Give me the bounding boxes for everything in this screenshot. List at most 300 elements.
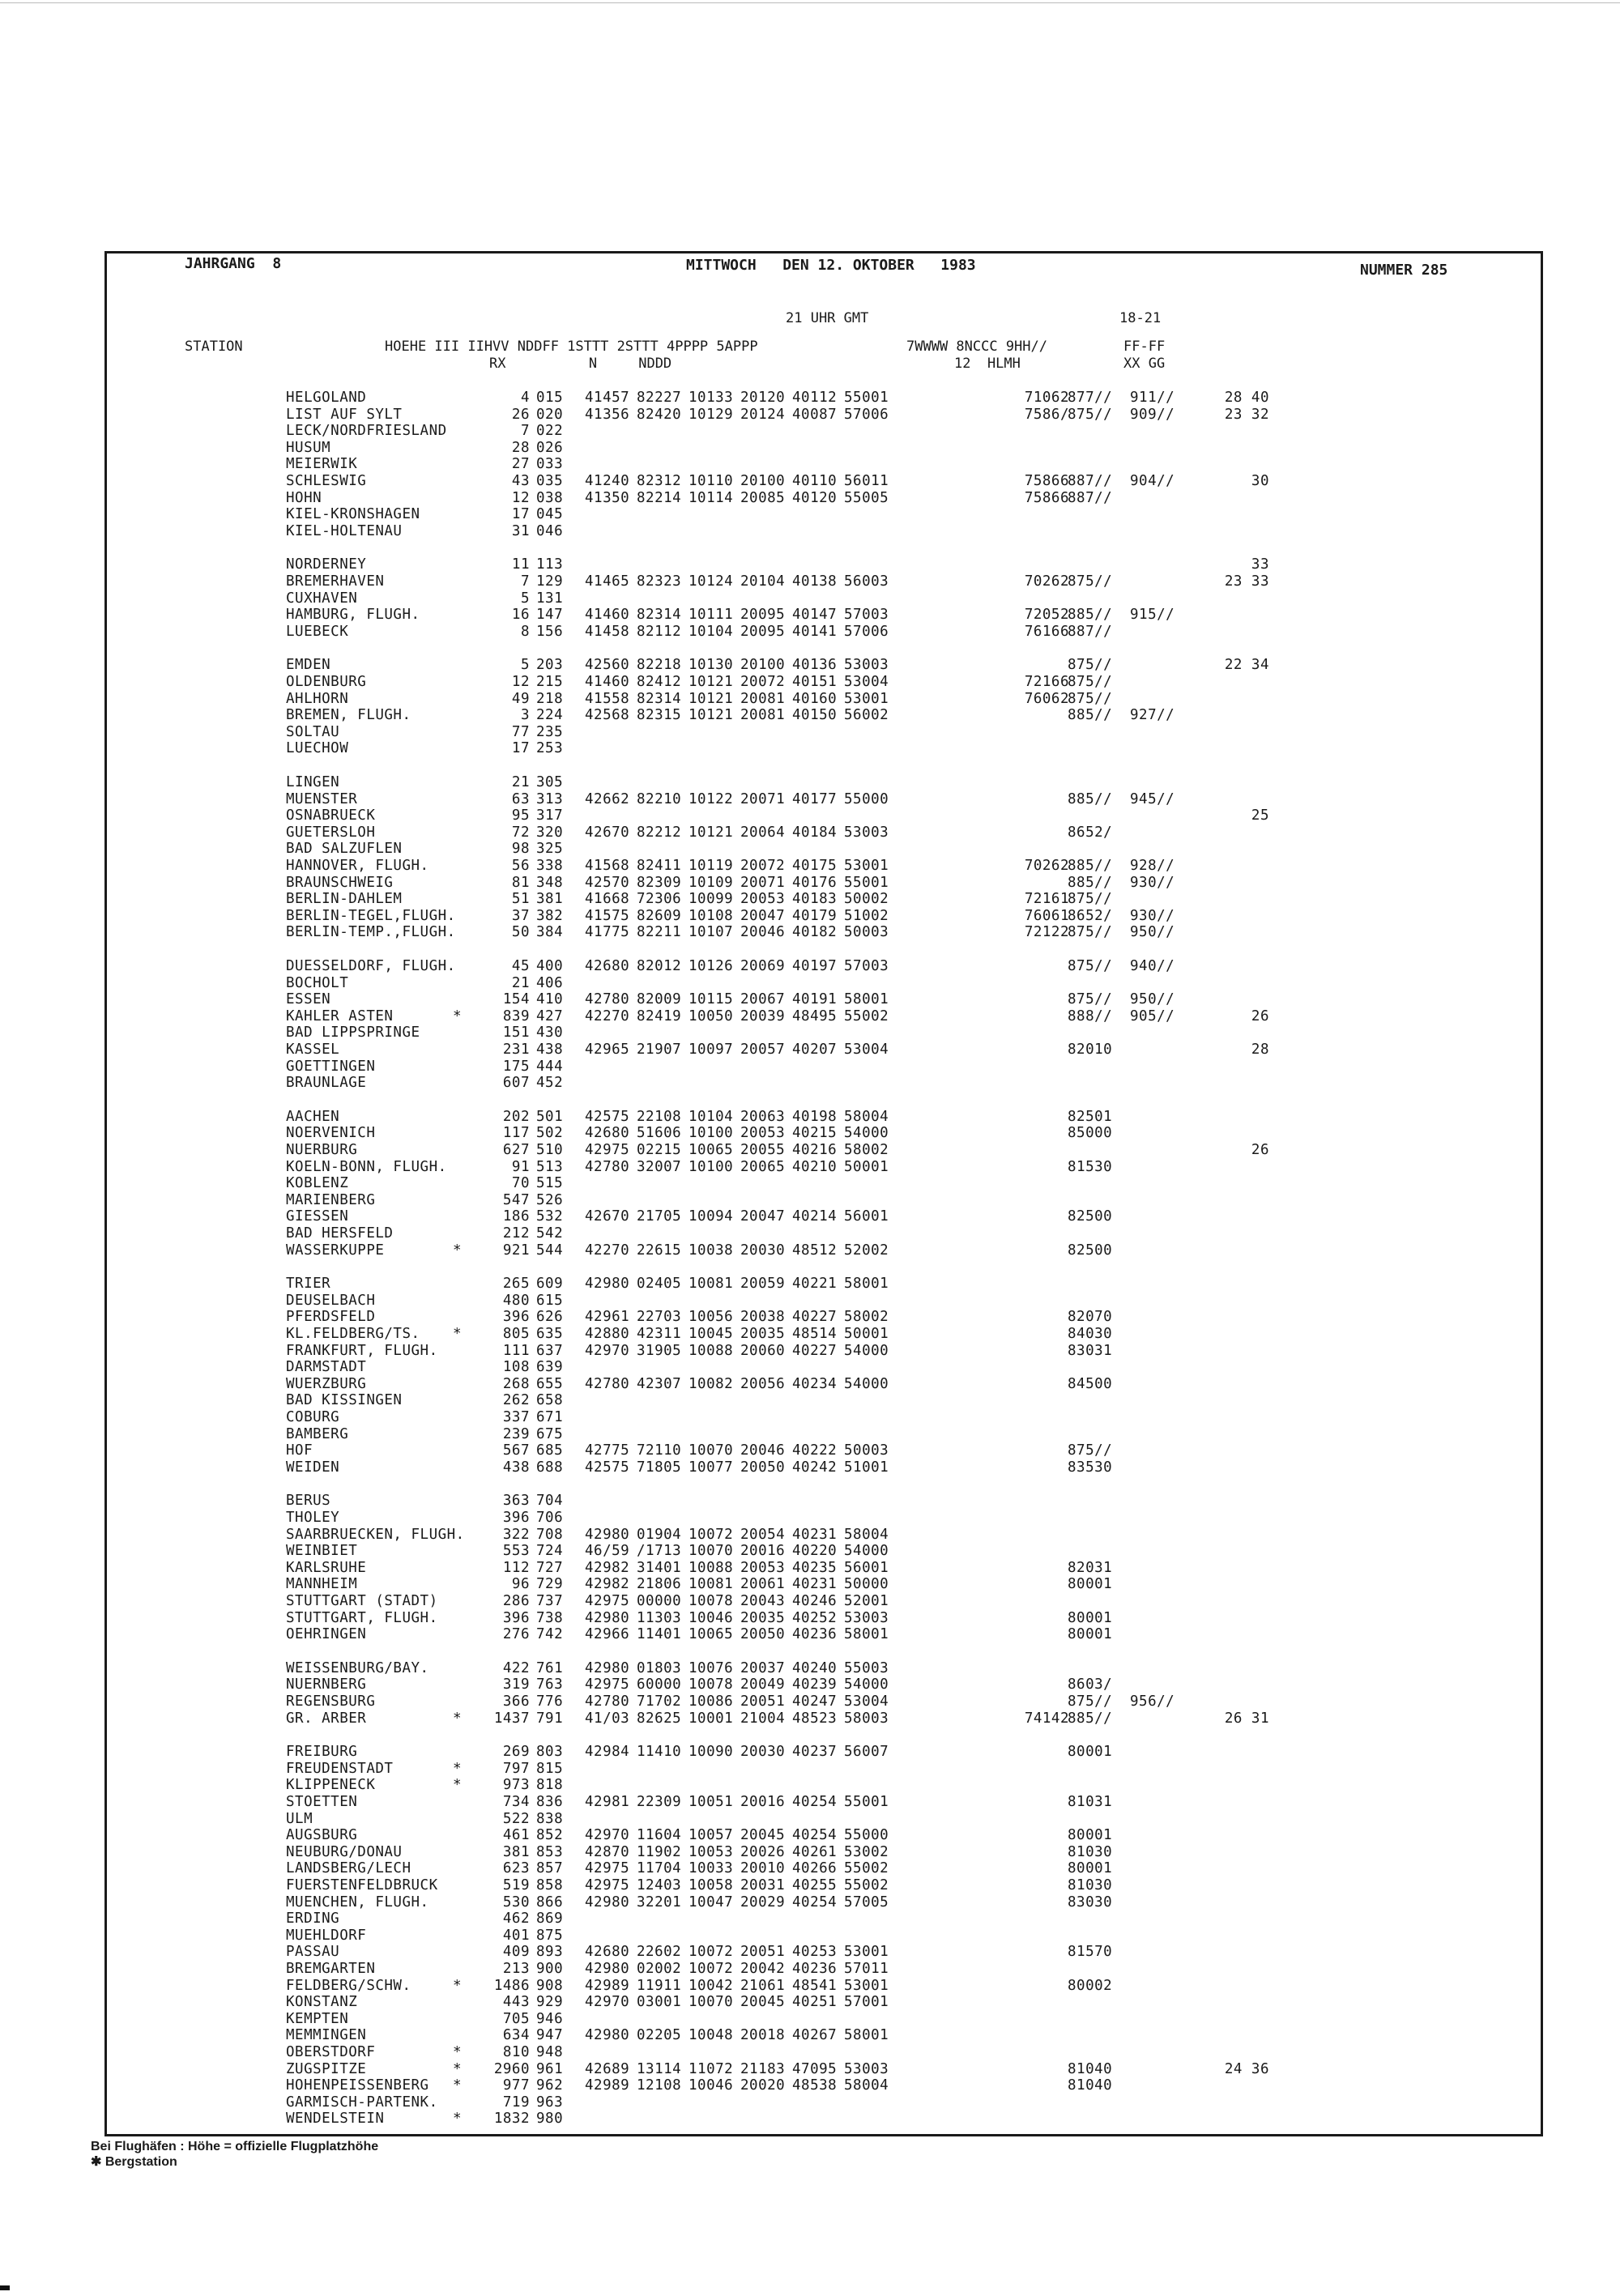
station-number: 742 <box>536 1626 564 1643</box>
synop-group: 40175 <box>792 858 838 874</box>
synop-group: 10033 <box>688 1860 734 1877</box>
station-number: 542 <box>536 1225 564 1242</box>
synop-group: 42975 <box>585 1877 630 1893</box>
station-height: 977 <box>502 2077 530 2094</box>
station-name: WEISSENBURG/BAY. <box>286 1659 429 1676</box>
wind-gust-value: 24 36 <box>1224 2060 1269 2077</box>
synop-group: 42970 <box>585 1827 630 1844</box>
weather-group: 8652/ <box>1068 824 1113 841</box>
synop-group: 58003 <box>844 1710 889 1727</box>
station-height: 627 <box>502 1142 530 1158</box>
station-row <box>107 1459 1545 1476</box>
station-row <box>107 924 1545 940</box>
synop-group: 55003 <box>844 1659 889 1676</box>
station-row <box>107 991 1545 1007</box>
synop-group: 82210 <box>637 790 682 807</box>
weather-group: 74142 <box>1024 1710 1069 1727</box>
synop-group: 51606 <box>637 1125 682 1142</box>
weather-group: 70262 <box>1024 858 1069 874</box>
weather-group: 7586/ <box>1024 406 1069 423</box>
weather-group: 81030 <box>1068 1843 1113 1860</box>
station-name: STUTTGART, FLUGH. <box>286 1609 438 1626</box>
station-height: 1437 <box>493 1710 530 1727</box>
synop-group: 82312 <box>637 473 682 489</box>
synop-group: 55002 <box>844 1007 889 1024</box>
weather-group: 877// <box>1068 390 1113 406</box>
station-number: 929 <box>536 1994 564 2011</box>
synop-group: 40261 <box>792 1843 838 1860</box>
synop-group: 82211 <box>637 924 682 941</box>
station-row <box>107 1075 1545 1091</box>
station-row <box>107 1860 1545 1876</box>
weather-group: 81570 <box>1068 1944 1113 1961</box>
station-number: 858 <box>536 1877 564 1893</box>
station-name: KLIPPENECK <box>286 1777 376 1794</box>
station-row <box>107 456 1545 472</box>
synop-group: 20030 <box>740 1744 786 1761</box>
station-number: 452 <box>536 1075 564 1092</box>
station-number: 338 <box>536 858 564 874</box>
station-height: 11 <box>511 556 530 573</box>
synop-group: 10121 <box>688 690 734 707</box>
synop-group: 42870 <box>585 1843 630 1860</box>
station-height: 4 <box>520 390 530 406</box>
station-row <box>107 1811 1545 1827</box>
synop-group: 55002 <box>844 1860 889 1877</box>
synop-group: 47095 <box>792 2060 838 2077</box>
station-height: 45 <box>511 958 530 974</box>
synop-group: 40236 <box>792 1626 838 1643</box>
station-height: 77 <box>511 723 530 740</box>
station-number: 502 <box>536 1125 564 1142</box>
station-row <box>107 1676 1545 1693</box>
station-height: 409 <box>502 1944 530 1961</box>
synop-group: 40087 <box>792 406 838 423</box>
station-height: 623 <box>502 1860 530 1877</box>
station-number: 729 <box>536 1576 564 1593</box>
station-name: HUSUM <box>286 439 331 456</box>
synop-group: 54000 <box>844 1342 889 1359</box>
synop-group: 20051 <box>740 1944 786 1961</box>
synop-group: 42975 <box>585 1593 630 1609</box>
synop-group: 32007 <box>637 1158 682 1175</box>
station-name: MEIERWIK <box>286 456 358 473</box>
synop-group: 42670 <box>585 1208 630 1225</box>
synop-group: 50003 <box>844 1442 889 1459</box>
station-name: MUEHLDORF <box>286 1927 367 1944</box>
station-number: 015 <box>536 390 564 406</box>
weather-group: 82031 <box>1068 1559 1113 1576</box>
station-name: HELGOLAND <box>286 390 367 406</box>
synop-group: 03001 <box>637 1994 682 2011</box>
synop-group: 10104 <box>688 623 734 640</box>
synop-group: 48495 <box>792 1007 838 1024</box>
weather-group: 875// <box>1068 690 1113 707</box>
station-height: 8 <box>520 623 530 640</box>
station-name: KOELN-BONN, FLUGH. <box>286 1158 447 1175</box>
station-height: 810 <box>502 2044 530 2060</box>
station-name: HOF <box>286 1442 313 1459</box>
synop-group: 20038 <box>740 1309 786 1326</box>
synop-group: 20046 <box>740 1442 786 1459</box>
weather-group: 76166 <box>1024 623 1069 640</box>
synop-group: 48538 <box>792 2077 838 2094</box>
station-row <box>107 1309 1545 1325</box>
station-number: 026 <box>536 439 564 456</box>
station-row <box>107 1276 1545 1292</box>
station-number: 253 <box>536 740 564 757</box>
synop-group: 50001 <box>844 1326 889 1342</box>
station-height: 51 <box>511 891 530 908</box>
station-row <box>107 858 1545 874</box>
wind-gust-value: 26 31 <box>1224 1710 1269 1727</box>
station-height: 70 <box>511 1175 530 1192</box>
synop-group: 82227 <box>637 390 682 406</box>
weather-group: 875// <box>1068 657 1113 674</box>
station-number: 046 <box>536 522 564 539</box>
station-number: 761 <box>536 1659 564 1676</box>
synop-group: 40221 <box>792 1276 838 1293</box>
synop-group: 10053 <box>688 1843 734 1860</box>
station-height: 268 <box>502 1375 530 1392</box>
station-row <box>107 1910 1545 1927</box>
weather-column-header: 7WWWW 8NCCC 9HH// <box>906 339 1047 355</box>
station-name: NUERNBERG <box>286 1676 367 1693</box>
station-name: AUGSBURG <box>286 1827 358 1844</box>
station-name: HOHN <box>286 489 322 506</box>
synop-group: 40235 <box>792 1559 838 1576</box>
synop-group: 20057 <box>740 1042 786 1058</box>
synop-group: 56001 <box>844 1559 889 1576</box>
station-name: ERDING <box>286 1910 340 1928</box>
synop-group: 58001 <box>844 2027 889 2044</box>
synop-group: 50000 <box>844 1576 889 1593</box>
wind-gust-value: 26 <box>1251 1007 1269 1024</box>
weather-group: 905// <box>1130 1007 1175 1024</box>
wind-gust-value: 26 <box>1251 1142 1269 1158</box>
station-name: MANNHEIM <box>286 1576 358 1593</box>
weather-group: 75866 <box>1024 473 1069 489</box>
synop-group: 40160 <box>792 690 838 707</box>
wind-gust-value: 23 32 <box>1224 406 1269 423</box>
station-height: 26 <box>511 406 530 423</box>
synop-group: 42575 <box>585 1459 630 1476</box>
synop-group: 13114 <box>637 2060 682 2077</box>
synop-group: 42575 <box>585 1108 630 1125</box>
station-name: KIEL-KRONSHAGEN <box>286 506 420 523</box>
mountain-station-marker: * <box>453 2077 463 2094</box>
synop-group: 54000 <box>844 1375 889 1392</box>
synop-group: 54000 <box>844 1676 889 1693</box>
station-name: KARLSRUHE <box>286 1559 367 1576</box>
station-height: 1486 <box>493 1977 530 1994</box>
station-name: DUESSELDORF, FLUGH. <box>286 958 456 974</box>
station-name: HANNOVER, FLUGH. <box>286 858 429 874</box>
weather-group: 915// <box>1130 607 1175 624</box>
synop-group: 20060 <box>740 1342 786 1359</box>
station-number: 946 <box>536 2010 564 2027</box>
synop-group: 55005 <box>844 489 889 506</box>
station-name: OSNABRUECK <box>286 807 376 824</box>
synop-group: 10046 <box>688 2077 734 2094</box>
synop-group: 42980 <box>585 2027 630 2044</box>
weather-group: 950// <box>1130 991 1175 1008</box>
synop-group: 40237 <box>792 1744 838 1761</box>
station-name: EMDEN <box>286 657 331 674</box>
synop-group: 20072 <box>740 858 786 874</box>
synop-group: 10133 <box>688 390 734 406</box>
synop-group: 56007 <box>844 1744 889 1761</box>
station-row <box>107 1610 1545 1626</box>
report-frame <box>104 251 1543 2136</box>
synop-group: 40247 <box>792 1693 838 1710</box>
station-name: DEUSELBACH <box>286 1292 376 1309</box>
weather-group: 72122 <box>1024 924 1069 941</box>
synop-group: 42880 <box>585 1326 630 1342</box>
station-height: 98 <box>511 841 530 858</box>
station-name: ZUGSPITZE <box>286 2060 367 2077</box>
weather-group: 83530 <box>1068 1459 1113 1476</box>
station-row <box>107 1225 1545 1242</box>
synop-group: 42982 <box>585 1576 630 1593</box>
station-number: 671 <box>536 1409 564 1425</box>
synop-group: 42560 <box>585 657 630 674</box>
synop-group: 58004 <box>844 2077 889 2094</box>
mountain-station-marker: * <box>453 1760 463 1777</box>
weather-group: 80001 <box>1068 1827 1113 1844</box>
station-row <box>107 1024 1545 1041</box>
synop-group: 53001 <box>844 858 889 874</box>
station-number: 305 <box>536 774 564 790</box>
station-row <box>107 1426 1545 1442</box>
synop-group: 55000 <box>844 1827 889 1844</box>
station-number: 513 <box>536 1158 564 1175</box>
station-number: 526 <box>536 1191 564 1208</box>
wind-gust-value: 33 <box>1251 556 1269 573</box>
mountain-station-marker: * <box>453 2111 463 2128</box>
synop-group: 57003 <box>844 958 889 974</box>
station-name: HAMBURG, FLUGH. <box>286 607 420 624</box>
synop-group: 53003 <box>844 2060 889 2077</box>
weather-group: 82500 <box>1068 1242 1113 1259</box>
synop-group: 53004 <box>844 1042 889 1058</box>
synop-group: 42662 <box>585 790 630 807</box>
station-name: LANDSBERG/LECH <box>286 1860 411 1877</box>
weather-group: 81030 <box>1068 1877 1113 1893</box>
station-height: 322 <box>502 1526 530 1543</box>
synop-group: 58004 <box>844 1526 889 1543</box>
station-row <box>107 390 1545 406</box>
station-height: 396 <box>502 1309 530 1326</box>
station-number: 515 <box>536 1175 564 1192</box>
synop-group: 20063 <box>740 1108 786 1125</box>
synop-group: 40231 <box>792 1526 838 1543</box>
station-row <box>107 2111 1545 2127</box>
station-name: THOLEY <box>286 1510 340 1526</box>
synop-group: 32201 <box>637 1893 682 1910</box>
station-height: 921 <box>502 1242 530 1259</box>
synop-group: 42780 <box>585 1158 630 1175</box>
synop-group: 10088 <box>688 1342 734 1359</box>
station-number: 218 <box>536 690 564 707</box>
wind-gust-value: 25 <box>1251 807 1269 824</box>
synop-group: 20030 <box>740 1242 786 1259</box>
synop-group: 40216 <box>792 1142 838 1158</box>
station-number: 131 <box>536 590 564 607</box>
mountain-station-marker: * <box>453 2044 463 2060</box>
station-number: 510 <box>536 1142 564 1158</box>
station-height: 108 <box>502 1359 530 1376</box>
station-height: 213 <box>502 1961 530 1977</box>
station-name: STUTTGART (STADT) <box>286 1593 438 1609</box>
weather-group: 928// <box>1130 858 1175 874</box>
synop-group: 11410 <box>637 1744 682 1761</box>
synop-group: 10100 <box>688 1158 734 1175</box>
synop-group: 11902 <box>637 1843 682 1860</box>
synop-group: 22309 <box>637 1794 682 1810</box>
station-name: BERLIN-TEMP.,FLUGH. <box>286 924 456 941</box>
station-height: 50 <box>511 924 530 941</box>
station-name: LIST AUF SYLT <box>286 406 403 423</box>
synop-group: 20053 <box>740 1559 786 1576</box>
station-row <box>107 1392 1545 1408</box>
station-row <box>107 624 1545 640</box>
synop-group: 55002 <box>844 1877 889 1893</box>
synop-group: 40151 <box>792 674 838 690</box>
station-name: OBERSTDORF <box>286 2044 376 2060</box>
weather-group: 875// <box>1068 674 1113 690</box>
station-row <box>107 1376 1545 1392</box>
synop-group: 40191 <box>792 991 838 1008</box>
synop-group: 40183 <box>792 891 838 908</box>
weather-group: 909// <box>1130 406 1175 423</box>
station-name: REGENSBURG <box>286 1693 376 1710</box>
wind-column-subheader: XX GG <box>1123 356 1166 372</box>
station-name: ULM <box>286 1810 313 1827</box>
synop-group: 40215 <box>792 1125 838 1142</box>
station-name: KAHLER ASTEN <box>286 1007 394 1024</box>
station-name: OLDENBURG <box>286 674 367 690</box>
station-height: 522 <box>502 1810 530 1827</box>
synop-group: 42680 <box>585 958 630 974</box>
synop-group: 41240 <box>585 473 630 489</box>
weather-group: 875// <box>1068 573 1113 590</box>
station-number: 737 <box>536 1593 564 1609</box>
mountain-station-marker: * <box>453 1242 463 1259</box>
synop-group: 40227 <box>792 1342 838 1359</box>
synop-group: 58004 <box>844 1108 889 1125</box>
station-row <box>107 1442 1545 1459</box>
synop-group: 40231 <box>792 1576 838 1593</box>
synop-group: 10086 <box>688 1693 734 1710</box>
station-row <box>107 1159 1545 1175</box>
weather-group: 81040 <box>1068 2077 1113 2094</box>
mountain-station-marker: * <box>453 1326 463 1342</box>
station-name: NORDERNEY <box>286 556 367 573</box>
station-number: 637 <box>536 1342 564 1359</box>
synop-group: 42989 <box>585 1977 630 1994</box>
synop-group: 21004 <box>740 1710 786 1727</box>
station-name: COBURG <box>286 1409 340 1425</box>
weather-group: 885// <box>1068 607 1113 624</box>
synop-group: 42981 <box>585 1794 630 1810</box>
synop-group: 10065 <box>688 1142 734 1158</box>
synop-group: 82218 <box>637 657 682 674</box>
station-column-header: STATION <box>185 339 243 355</box>
synop-group: 20016 <box>740 1794 786 1810</box>
weather-group: 80002 <box>1068 1977 1113 1994</box>
synop-group: 57003 <box>844 607 889 624</box>
station-number: 635 <box>536 1326 564 1342</box>
station-number: 857 <box>536 1860 564 1877</box>
weather-group: 940// <box>1130 958 1175 974</box>
synop-group: 31401 <box>637 1559 682 1576</box>
synop-group: 21061 <box>740 1977 786 1994</box>
synop-group: 10072 <box>688 1961 734 1977</box>
station-name: BREMERHAVEN <box>286 573 385 590</box>
synop-group: 46/59 <box>585 1543 630 1560</box>
station-height: 3 <box>520 707 530 724</box>
station-name: BAD LIPPSPRINGE <box>286 1024 420 1042</box>
station-row <box>107 423 1545 439</box>
synop-group: 58001 <box>844 1276 889 1293</box>
synop-group: 10114 <box>688 489 734 506</box>
synop-group: 40184 <box>792 824 838 841</box>
station-number: 875 <box>536 1927 564 1944</box>
station-number: 980 <box>536 2111 564 2128</box>
station-number: 325 <box>536 841 564 858</box>
weather-group: 875// <box>1068 991 1113 1008</box>
synop-group: 40220 <box>792 1543 838 1560</box>
synop-group: 41465 <box>585 573 630 590</box>
station-number: 317 <box>536 807 564 824</box>
station-height: 438 <box>502 1459 530 1476</box>
weather-group: 887// <box>1068 623 1113 640</box>
station-name: PASSAU <box>286 1944 340 1961</box>
synop-group: 42270 <box>585 1242 630 1259</box>
weather-group: 76061 <box>1024 907 1069 924</box>
weather-group: 80001 <box>1068 1576 1113 1593</box>
synop-group: 60000 <box>637 1676 682 1693</box>
synop-group: 11303 <box>637 1609 682 1626</box>
station-height: 480 <box>502 1292 530 1309</box>
station-height: 81 <box>511 874 530 891</box>
station-name: LUEBECK <box>286 623 349 640</box>
station-row <box>107 1576 1545 1592</box>
synop-group: 82214 <box>637 489 682 506</box>
station-row <box>107 1710 1545 1727</box>
synop-group: 58001 <box>844 991 889 1008</box>
synop-group: 40147 <box>792 607 838 624</box>
station-height: 553 <box>502 1543 530 1560</box>
synop-group: 56002 <box>844 707 889 724</box>
station-height: 1832 <box>493 2111 530 2128</box>
station-name: MEMMINGEN <box>286 2027 367 2044</box>
synop-group: 42780 <box>585 1693 630 1710</box>
synop-group: 12108 <box>637 2077 682 2094</box>
synop-group: 10129 <box>688 406 734 423</box>
station-row <box>107 875 1545 891</box>
synop-group: 20095 <box>740 623 786 640</box>
synop-group: 58002 <box>844 1309 889 1326</box>
station-number: 866 <box>536 1893 564 1910</box>
station-row <box>107 691 1545 707</box>
synop-group: 20042 <box>740 1961 786 1977</box>
synop-group: 41356 <box>585 406 630 423</box>
weather-group: 930// <box>1130 874 1175 891</box>
synop-group: 57005 <box>844 1893 889 1910</box>
synop-group: 22615 <box>637 1242 682 1259</box>
